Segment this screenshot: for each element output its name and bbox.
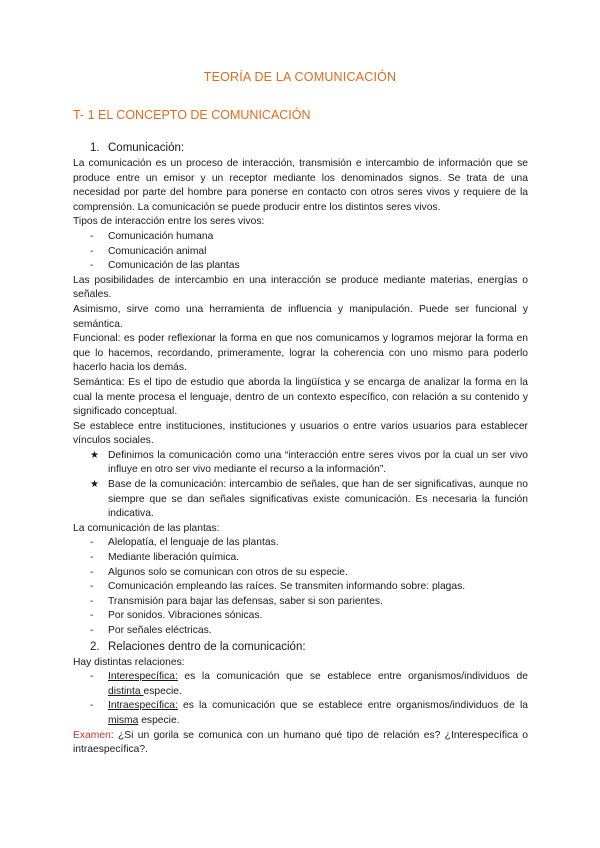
exam-label: Examen (73, 729, 111, 741)
heading-label: Relaciones dentro de la comunicación: (108, 640, 306, 653)
dash-marker: - (90, 671, 94, 683)
list-item (73, 259, 528, 274)
list-item (73, 580, 528, 595)
list-item-text: Comunicación de las plantas (108, 260, 240, 272)
dash-marker: - (90, 245, 94, 257)
exam-question (73, 729, 528, 758)
dash-marker: - (90, 566, 94, 578)
exam-text: : ¿Si un gorila se comunica con un humano qué tipo de relación es? ¿Interespecífica o intraespecífica?. (73, 729, 528, 756)
section-title: T- 1 EL CONCEPTO DE COMUNICACIÓN (73, 108, 311, 122)
underlined-word: distinta (108, 685, 144, 697)
definition-text: es la comunicación que se establece entre organismos/individuos de la (177, 700, 528, 712)
list-item (73, 699, 528, 728)
list-item (73, 245, 528, 260)
term-interspecific: Interespecífica: (108, 671, 178, 683)
list-item-text: Definimos la comunicación como una “interacción entre seres vivos por la cual un ser vivo influye en otro ser vivo mediante el recurso a la información”. (108, 449, 528, 476)
dash-marker: - (90, 610, 94, 622)
dash-marker: - (90, 230, 94, 242)
document-title: TEORÍA DE LA COMUNICACIÓN (203, 70, 397, 84)
plants-intro: La comunicación de las plantas: (73, 522, 220, 534)
list-item-text: Comunicación empleando las raíces. Se transmiten informando sobre: plagas. (108, 581, 466, 593)
definition-text: especie. (138, 714, 180, 726)
relations-list (73, 670, 528, 728)
list-item (73, 609, 528, 624)
dash-marker: - (90, 700, 94, 712)
star-list (73, 449, 528, 522)
dash-marker: - (90, 552, 94, 564)
semantic-paragraph: Semántica: Es el tipo de estudio que aborda la lingüística y se encarga de analizar la forma en la cual la mente procesa el lenguaje, dentro de un contexto específico, con relación a su contenido y significado conceptual. (73, 376, 528, 418)
heading-label: Comunicación: (108, 142, 185, 154)
dash-marker: - (90, 537, 94, 549)
definition-text: especie. (143, 685, 182, 697)
list-item-text: Base de la comunicación: intercambio de señales, que han de ser significativas, aunque no siempre que se dan señales significativas existe comunicación. Es necesaria la función indicativa. (108, 479, 528, 520)
list-item (73, 536, 528, 551)
list-item (73, 624, 528, 639)
dash-marker: - (90, 625, 94, 636)
list-item-text: Algunos solo se comunican con otros de su especie. (108, 566, 348, 578)
list-item (73, 449, 528, 478)
dash-marker: - (90, 581, 94, 593)
dash-marker: - (90, 260, 94, 272)
definition-paragraph: La comunicación es un proceso de interacción, transmisión e intercambio de información que se produce entre un emisor y un receptor mediante los denominados signos. Se trata de una necesidad por parte del hombre para ponerse en contacto con otros seres vivos y requiere de la comprensión. La comunicación se puede producir entre los distintos seres vivos. (73, 158, 528, 213)
possibilities-paragraph: Las posibilidades de intercambio en una interacción se produce mediante materias, energías o señales. (73, 274, 528, 301)
likewise-paragraph: Asimismo, sirve como una herramienta de influencia y manipulación. Puede ser funcional y semántica. (73, 303, 528, 330)
functional-paragraph: Funcional: es poder reflexionar la forma en que nos comunicamos y logramos mejorar la forma en que lo hacemos, recordando, primeramente, lograr la coherencia con uno mismo para poderlo hacerlo hacia los demás. (73, 333, 528, 374)
list-item-text: Comunicación animal (108, 245, 207, 257)
term-intraspecific: Intraespecífica: (108, 700, 178, 712)
definition-text: es la comunicación que se establece entre organismos/individuos de (177, 671, 528, 683)
list-item (73, 230, 528, 245)
list-item-text: Por sonidos. Vibraciones sónicas. (108, 610, 263, 622)
establishes-paragraph: Se establece entre instituciones, instituciones y usuarios o entre varios usuarios para establecer vínculos sociales. (73, 420, 528, 447)
document-body (73, 140, 528, 758)
list-item (73, 478, 528, 522)
list-item (73, 551, 528, 566)
relations-intro: Hay distintas relaciones: (73, 656, 185, 668)
star-icon: ★ (90, 479, 99, 491)
types-list (73, 230, 528, 274)
dash-marker: - (90, 595, 94, 607)
list-item-text: Comunicación humana (108, 230, 214, 242)
star-icon: ★ (90, 449, 99, 461)
list-item-text: Alelopatía, el lenguaje de las plantas. (108, 537, 279, 549)
list-item (73, 566, 528, 581)
types-intro: Tipos de interacción entre los seres vivos: (73, 216, 265, 228)
numbered-heading-1 (90, 140, 528, 156)
plants-list (73, 536, 528, 638)
list-item-text: Transmisión para bajar las defensas, saber si son parientes. (108, 595, 383, 607)
underlined-word: misma (108, 714, 139, 726)
list-item (73, 595, 528, 610)
list-item-text: Mediante liberación química. (108, 552, 240, 564)
list-item (73, 670, 528, 699)
heading-number: 2. (90, 640, 100, 653)
numbered-heading-2 (90, 639, 528, 655)
heading-number: 1. (90, 142, 100, 154)
list-item-text: Por señales eléctricas. (108, 625, 212, 636)
